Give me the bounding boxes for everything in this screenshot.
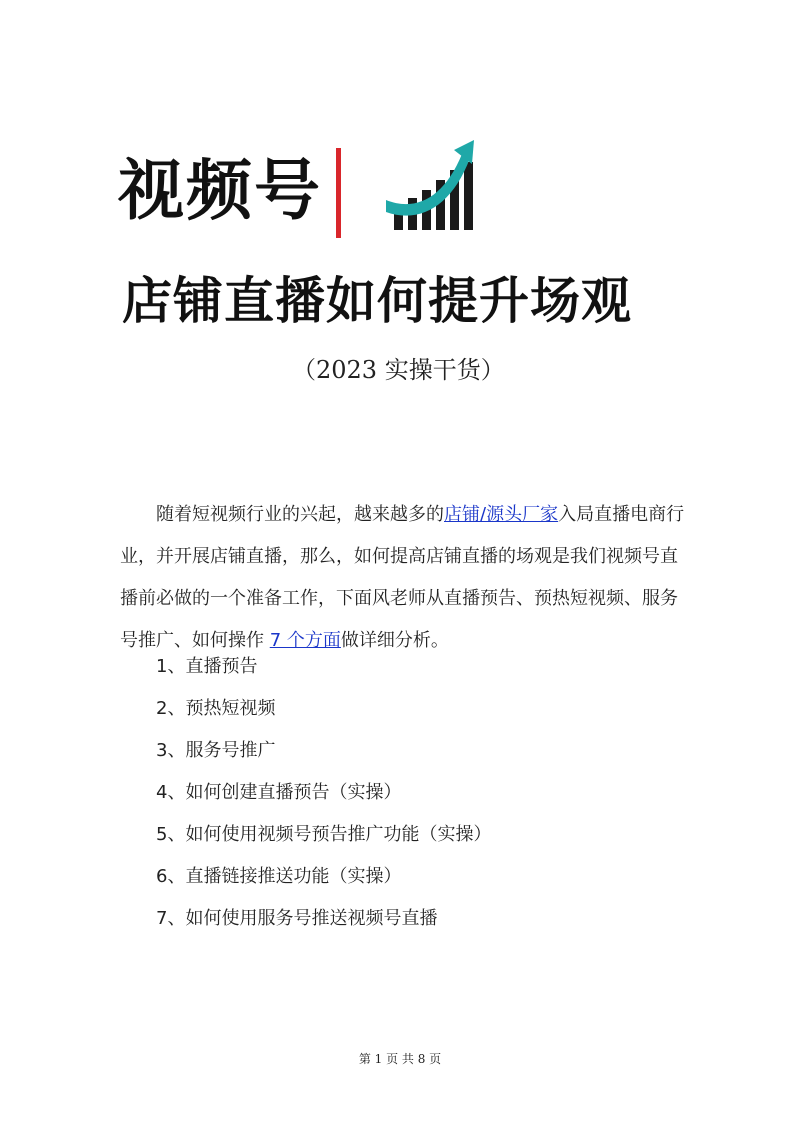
list-item: 4、如何创建直播预告（实操） [156,782,402,803]
page-title: 视频号 [118,151,322,229]
intro-text-1: 随着短视频行业的兴起，越来越多的 [156,504,444,525]
intro-paragraph [120,494,686,662]
list-item: 2、预热短视频 [156,698,276,719]
logo-bar-6 [464,162,473,230]
intro-text-3: 做详细分析。 [340,630,449,651]
seven-aspects-link[interactable]: 7 个方面 [269,630,341,651]
topic-list [156,646,491,940]
page-number-footer: 第 1 页 共 8 页 [358,1052,442,1066]
growth-chart-icon [386,140,481,234]
list-item: 3、服务号推广 [156,740,276,761]
list-item: 5、如何使用视频号预告推广功能（实操） [156,824,492,845]
page-tagline: （2023 实操干货） [292,356,505,384]
title-row [118,140,718,240]
intro-text-2: 入局直播电商行业，并开展店铺直播，那么，如何提高店铺直播的场观是我们视频号直播前必做的一个准备工作，下面风老师从直播预告、预热短视频、服务号推广、如何操作 [120,504,685,651]
list-item: 1、直播预告 [156,656,258,677]
store-source-factory-link[interactable]: 店铺/源头厂家 [444,504,559,525]
list-item: 7、如何使用服务号推送视频号直播 [156,908,438,929]
title-divider [336,148,341,238]
page-subtitle: 店铺直播如何提升场观 [122,271,632,330]
list-item: 6、直播链接推送功能（实操） [156,866,402,887]
